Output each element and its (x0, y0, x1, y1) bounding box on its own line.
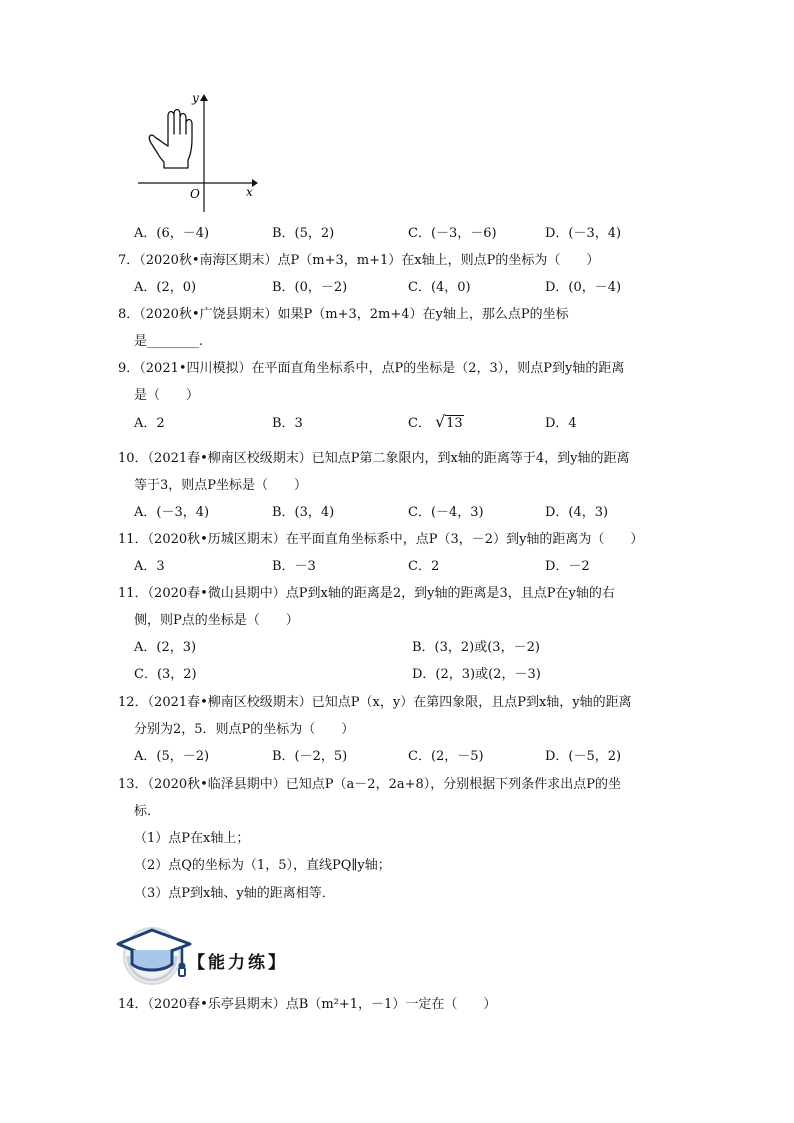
sqrt-expression (435, 412, 464, 433)
q13-sub-1: （1）点P在x轴上； (134, 831, 250, 846)
hand-thumb (156, 138, 168, 146)
q12-option-b: B．(－2，5) (272, 749, 348, 764)
q9-option-c (408, 412, 464, 433)
q12-option-c: C．(2，－5) (408, 749, 484, 764)
q14-stem: 14．（2020春•乐亭县期末）点B（m²+1，－1）一定在（ ） (118, 997, 497, 1012)
q9-stem-line2: 是（ ） (134, 388, 200, 403)
q11a-stem: 11．（2020秋•历城区期末）在平面直角坐标系中，点P（3，－2）到y轴的距离为（ ） (118, 532, 644, 547)
q11b-option-c: C．(3，2) (134, 667, 197, 682)
q11a-option-c: C．2 (408, 559, 440, 574)
y-axis-arrow (200, 94, 208, 101)
q7-stem: 7．（2020秋•南海区期末）点P（m+3，m+1）在x轴上，则点P的坐标为（ ） (118, 253, 600, 268)
q8-stem-line1: 8．（2020秋•广饶县期末）如果P（m+3，2m+4）在y轴上，那么点P的坐标 (118, 307, 569, 322)
q9-stem-line1: 9．（2021•四川模拟）在平面直角坐标系中，点P的坐标是（2，3），则点P到y轴的距离 (118, 361, 625, 376)
q7-option-b: B．(0，－2) (272, 280, 348, 295)
coordinate-figure (134, 88, 258, 216)
radical-sign: √ (435, 412, 446, 431)
q12-option-d: D．(－5，2) (545, 749, 622, 764)
radicand: 13 (446, 416, 463, 431)
q11a-option-b: B．－3 (272, 559, 316, 574)
q9-option-c-label: C． (408, 416, 431, 431)
q11a-option-d: D．－2 (545, 559, 590, 574)
q10-option-d: D．(4，3) (545, 505, 609, 520)
q13-stem-line1: 13．（2020秋•临泽县期中）已知点P（a－2，2a+8），分别根据下列条件求出点P的坐 (118, 777, 621, 792)
section-title: 【能力练】 (188, 953, 288, 973)
hand-icon (149, 110, 192, 169)
q10-stem-line1: 10．（2021春•柳南区校级期末）已知点P第二象限内，到x轴的距离等于4，到y轴的距离 (118, 451, 630, 466)
q11b-option-a: A．(2，3) (134, 640, 197, 655)
q11a-option-a: A．3 (134, 559, 165, 574)
x-axis-label: x (246, 185, 253, 199)
q9-option-d: D．4 (545, 416, 577, 431)
q13-stem-line2: 标． (134, 804, 161, 819)
q10-option-c: C．(－4，3) (408, 505, 484, 520)
x-axis-arrow (252, 179, 258, 187)
q8-stem-line2: 是________. (134, 334, 204, 349)
q13-sub-2: （2）点Q的坐标为（1，5），直线PQ∥y轴； (134, 858, 391, 873)
q10-stem-line2: 等于3，则点P坐标是（ ） (134, 478, 308, 493)
q9-option-a: A．2 (134, 416, 165, 431)
hand-axes-diagram (134, 88, 258, 216)
q11b-option-b: B．(3，2)或(3，－2) (412, 640, 540, 655)
q6-option-b: B．(5，2) (272, 226, 335, 241)
q10-option-a: A．(－3，4) (134, 505, 210, 520)
q11b-stem-line1: 11．（2020春•微山县期中）点P到x轴的距离是2，到y轴的距离是3，且点P在y轴的右 (118, 586, 615, 601)
q12-option-a: A．(5，－2) (134, 749, 210, 764)
q6-option-d: D．(－3，4) (545, 226, 622, 241)
q6-option-c: C．(－3，－6) (408, 226, 497, 241)
origin-label: O (190, 187, 200, 201)
q7-option-c: C．(4，0) (408, 280, 471, 295)
q6-option-a: A．(6，－4) (134, 226, 210, 241)
q9-option-b: B．3 (272, 416, 303, 431)
q7-option-d: D．(0，－4) (545, 280, 622, 295)
q12-stem-line2: 分别为2，5．则点P的坐标为（ ） (134, 722, 355, 737)
y-axis-label: y (192, 91, 199, 105)
q7-option-a: A．(2，0) (134, 280, 197, 295)
q10-option-b: B．(3，4) (272, 505, 335, 520)
q11b-option-d: D．(2，3)或(2，－3) (412, 667, 541, 682)
q13-sub-3: （3）点P到x轴、y轴的距离相等． (134, 886, 335, 901)
q12-stem-line1: 12．（2021春•柳南区校级期末）已知点P（x，y）在第四象限，且点P到x轴，y轴的距离 (118, 695, 632, 710)
q11b-stem-line2: 侧，则P点的坐标是（ ） (134, 613, 299, 628)
